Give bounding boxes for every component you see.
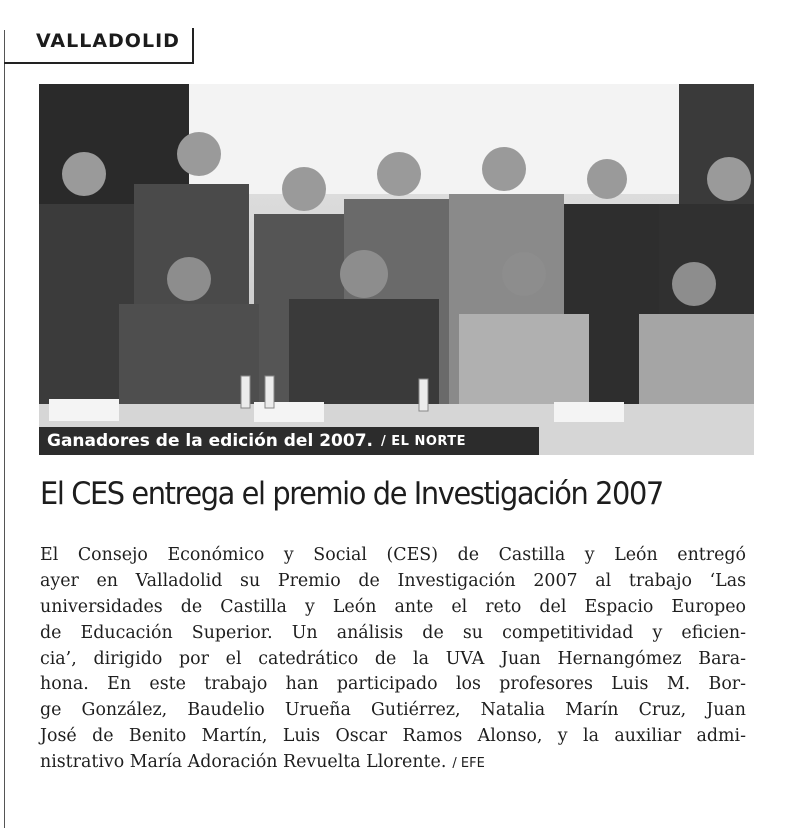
caption-credit: / EL NORTE: [380, 433, 467, 449]
body-line: José de Benito Martín, Luis Oscar Ramos Alonso, y la auxiliar admi-: [40, 726, 746, 747]
body-line: hona. En este trabajo han participado los profesores Luis M. Bor-: [40, 674, 746, 695]
body-line: cia’, dirigido por el catedrático de la UVA Juan Hernangómez Bara-: [40, 648, 746, 669]
article-headline: El CES entrega el premio de Investigación 2007: [40, 476, 663, 512]
caption-text: Ganadores de la edición del 2007.: [47, 431, 373, 451]
article-byline: / EFE: [452, 756, 485, 772]
section-label: VALLADOLID: [36, 30, 180, 52]
group-photo: [39, 84, 754, 455]
body-line: universidades de Castilla y León ante el reto del Espacio Europeo: [40, 596, 746, 617]
section-underline: [4, 62, 192, 64]
body-line: ge González, Baudelio Urueña Gutiérrez, Natalia Marín Cruz, Juan: [40, 700, 746, 721]
group-photo-icon: [39, 84, 754, 455]
photo-caption: [39, 427, 539, 455]
column-rule: [4, 30, 5, 828]
article-body: [40, 543, 746, 776]
body-line: nistrativo María Adoración Revuelta Llorente.: [40, 752, 447, 773]
body-line: El Consejo Económico y Social (CES) de Castilla y León entregó: [40, 545, 746, 565]
body-line-last: [40, 750, 746, 776]
body-line: de Educación Superior. Un análisis de su competitividad y eficien-: [40, 622, 746, 643]
body-line: ayer en Valladolid su Premio de Investigación 2007 al trabajo ‘Las: [40, 570, 746, 591]
